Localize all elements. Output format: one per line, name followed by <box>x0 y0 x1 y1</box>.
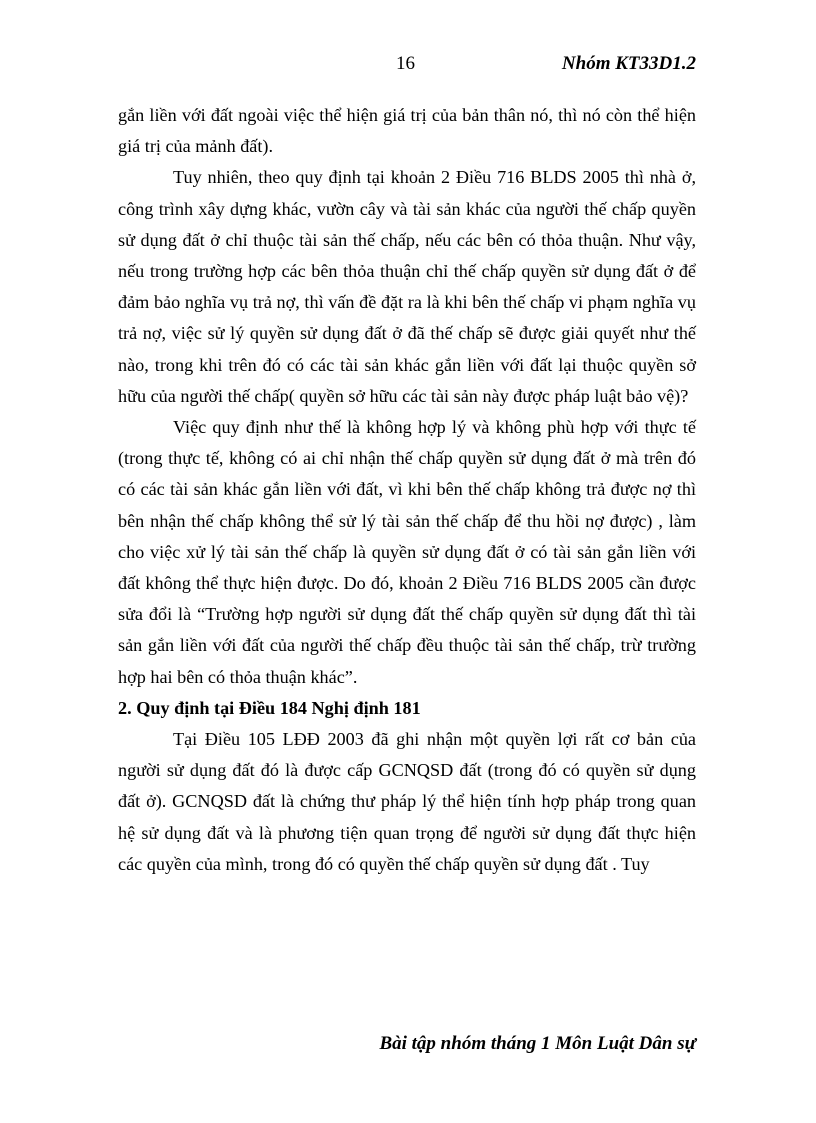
group-name: Nhóm KT33D1.2 <box>561 53 696 74</box>
page-number: 16 <box>396 53 415 74</box>
paragraph-critique: Việc quy định như thế là không hợp lý và không phù hợp với thực tế (trong thực tế, không có ai chỉ nhận thế chấp quyền sử dụng đất ở mà trên đó có các tài sản khác gắn liền với đất, vì khi bên thế chấp không trả được nợ thì bên nhận thế chấp không thể sử lý tài sản thế chấp để thu hồi nợ được) , làm cho việc xử lý tài sản thế chấp là quyền sử dụng đất ở có tài sản gắn liền với đất không thể thực hiện được. Do đó, khoản 2 Điều 716 BLDS 2005 cần được sửa đổi là “Trường hợp người sử dụng đất thế chấp quyền sử dụng đất thì tài sản gắn liền với đất của người thế chấp đều thuộc tài sản thế chấp, trừ trường hợp hai bên có thỏa thuận khác”. <box>118 417 696 687</box>
section-heading: 2. Quy định tại Điều 184 Nghị định 181 <box>118 697 421 718</box>
paragraph-continuation: gắn liền với đất ngoài việc thể hiện giá trị của bản thân nó, thì nó còn thể hiện giá trị của mảnh đất). <box>118 105 696 157</box>
paragraph-article-716: Tuy nhiên, theo quy định tại khoản 2 Điều 716 BLDS 2005 thì nhà ở, công trình xây dựng khác, vườn cây và tài sản khác của người thế chấp quyền sử dụng đất ở chỉ thuộc tài sản thế chấp, nếu các bên có thỏa thuận. Như vậy, nếu trong trường hợp các bên thỏa thuận chỉ thế chấp quyền sử dụng đất ở để đảm bảo nghĩa vụ trả nợ, thì vấn đề đặt ra là khi bên thế chấp vi phạm nghĩa vụ trả nợ, việc sử lý quyền sử dụng đất ở đã thế chấp sẽ được giải quyết như thế nào, trong khi trên đó có các tài sản khác gắn liền với đất lại thuộc quyền sở hữu của người thế chấp( quyền sở hữu các tài sản này được pháp luật bảo vệ)? <box>118 167 696 406</box>
page-footer: Bài tập nhóm tháng 1 Môn Luật Dân sự <box>379 1033 696 1054</box>
document-body <box>118 100 696 880</box>
paragraph-article-105: Tại Điều 105 LĐĐ 2003 đã ghi nhận một quyền lợi rất cơ bản của người sử dụng đất đó là được cấp GCNQSD đất (trong đó có quyền sử dụng đất ở). GCNQSD đất là chứng thư pháp lý thể hiện tính hợp pháp trong quan hệ sử dụng đất và là phương tiện quan trọng để người sử dụng đất thực hiện các quyền của mình, trong đó có quyền thế chấp quyền sử dụng đất . Tuy <box>118 729 696 874</box>
